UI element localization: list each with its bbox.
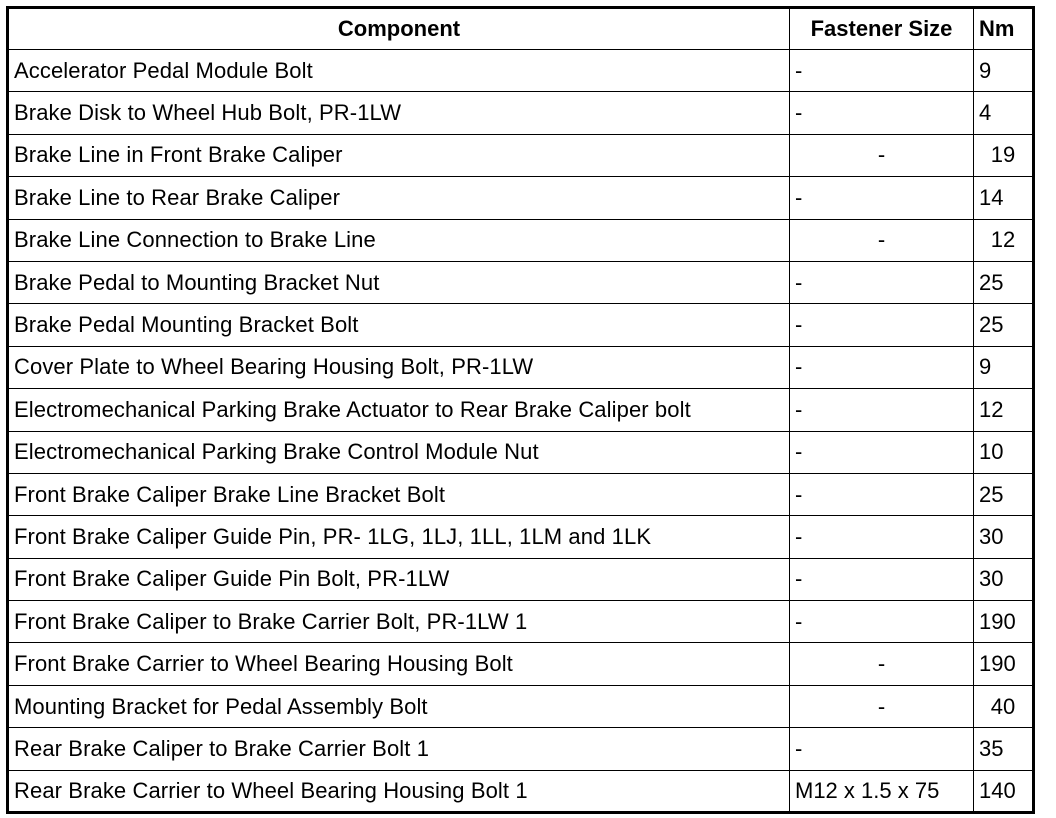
cell-fastener-size: -: [790, 346, 974, 388]
header-component: Component: [8, 8, 790, 50]
cell-nm: 35: [974, 728, 1034, 770]
cell-nm: 12: [974, 389, 1034, 431]
torque-specifications-table: [6, 6, 1035, 814]
cell-component: Mounting Bracket for Pedal Assembly Bolt: [8, 685, 790, 727]
table-header-row: [8, 8, 1034, 50]
cell-nm: 25: [974, 304, 1034, 346]
cell-component: Electromechanical Parking Brake Actuator to Rear Brake Caliper bolt: [8, 389, 790, 431]
cell-component: Front Brake Caliper Brake Line Bracket Bolt: [8, 473, 790, 515]
cell-fastener-size: -: [790, 304, 974, 346]
cell-nm: 190: [974, 643, 1034, 685]
table-row: [8, 304, 1034, 346]
cell-component: Front Brake Carrier to Wheel Bearing Housing Bolt: [8, 643, 790, 685]
table-row: [8, 50, 1034, 92]
cell-nm: 9: [974, 50, 1034, 92]
cell-nm: 25: [974, 261, 1034, 303]
cell-component: Front Brake Caliper to Brake Carrier Bolt, PR-1LW 1: [8, 601, 790, 643]
cell-nm: 14: [974, 177, 1034, 219]
cell-fastener-size: -: [790, 389, 974, 431]
table-row: [8, 473, 1034, 515]
cell-fastener-size: -: [790, 728, 974, 770]
cell-nm: 40: [974, 685, 1034, 727]
cell-fastener-size: -: [790, 134, 974, 176]
table-row: [8, 770, 1034, 812]
cell-fastener-size: -: [790, 431, 974, 473]
table-row: [8, 728, 1034, 770]
cell-nm: 19: [974, 134, 1034, 176]
table-row: [8, 134, 1034, 176]
cell-fastener-size: -: [790, 92, 974, 134]
cell-component: Cover Plate to Wheel Bearing Housing Bolt, PR-1LW: [8, 346, 790, 388]
cell-nm: 10: [974, 431, 1034, 473]
cell-component: Brake Line Connection to Brake Line: [8, 219, 790, 261]
cell-fastener-size: -: [790, 261, 974, 303]
cell-fastener-size: -: [790, 516, 974, 558]
cell-nm: 30: [974, 516, 1034, 558]
cell-nm: 140: [974, 770, 1034, 812]
cell-fastener-size: -: [790, 473, 974, 515]
header-nm: Nm: [974, 8, 1034, 50]
table-row: [8, 261, 1034, 303]
cell-component: Electromechanical Parking Brake Control Module Nut: [8, 431, 790, 473]
table-row: [8, 219, 1034, 261]
cell-component: Rear Brake Caliper to Brake Carrier Bolt 1: [8, 728, 790, 770]
table-row: [8, 516, 1034, 558]
cell-nm: 4: [974, 92, 1034, 134]
table-row: [8, 431, 1034, 473]
cell-fastener-size: -: [790, 685, 974, 727]
cell-nm: 25: [974, 473, 1034, 515]
cell-component: Accelerator Pedal Module Bolt: [8, 50, 790, 92]
cell-component: Brake Line in Front Brake Caliper: [8, 134, 790, 176]
cell-component: Brake Disk to Wheel Hub Bolt, PR-1LW: [8, 92, 790, 134]
cell-fastener-size: -: [790, 601, 974, 643]
cell-fastener-size: -: [790, 643, 974, 685]
cell-fastener-size: M12 x 1.5 x 75: [790, 770, 974, 812]
cell-component: Front Brake Caliper Guide Pin Bolt, PR-1LW: [8, 558, 790, 600]
table-row: [8, 346, 1034, 388]
cell-fastener-size: -: [790, 50, 974, 92]
table-row: [8, 643, 1034, 685]
cell-nm: 12: [974, 219, 1034, 261]
cell-component: Brake Pedal Mounting Bracket Bolt: [8, 304, 790, 346]
table-row: [8, 685, 1034, 727]
cell-fastener-size: -: [790, 219, 974, 261]
table-row: [8, 558, 1034, 600]
cell-component: Brake Line to Rear Brake Caliper: [8, 177, 790, 219]
cell-fastener-size: -: [790, 177, 974, 219]
cell-nm: 9: [974, 346, 1034, 388]
header-fastener-size: Fastener Size: [790, 8, 974, 50]
cell-component: Brake Pedal to Mounting Bracket Nut: [8, 261, 790, 303]
table-row: [8, 177, 1034, 219]
table-row: [8, 389, 1034, 431]
cell-component: Rear Brake Carrier to Wheel Bearing Housing Bolt 1: [8, 770, 790, 812]
table-row: [8, 601, 1034, 643]
cell-nm: 30: [974, 558, 1034, 600]
cell-component: Front Brake Caliper Guide Pin, PR- 1LG, 1LJ, 1LL, 1LM and 1LK: [8, 516, 790, 558]
table-row: [8, 92, 1034, 134]
cell-nm: 190: [974, 601, 1034, 643]
cell-fastener-size: -: [790, 558, 974, 600]
